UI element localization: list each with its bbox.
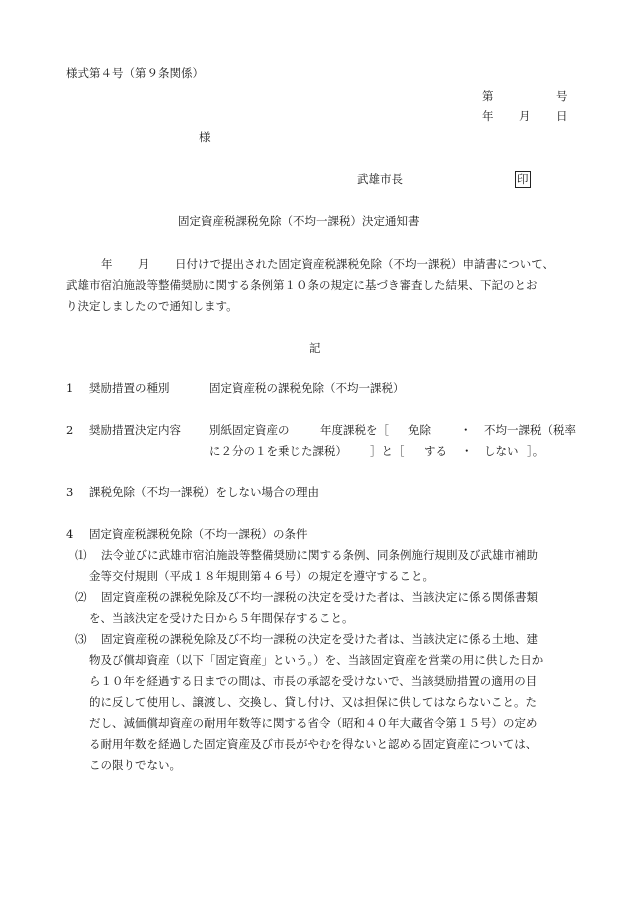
item2-line1-uneven: 不均一課税（税率 — [484, 423, 576, 437]
item1-number: 1 — [66, 381, 74, 395]
item2-line2-b: ］と［ — [370, 444, 405, 458]
issue-date-day: 日 — [556, 109, 568, 123]
item3-label: 課税免除（不均一課税）をしない場合の理由 — [89, 485, 319, 499]
item2-line1-dot: ・ — [460, 423, 472, 437]
item2-line2-do: する — [424, 444, 447, 458]
issuer-seal — [515, 171, 531, 188]
document-title: 固定資産税課税免除（不均一課税）決定通知書 — [178, 214, 420, 228]
intro-line1: 日付けで提出された固定資産税課税免除（不均一課税）申請書について、 — [175, 257, 555, 271]
item3-number: 3 — [66, 485, 74, 499]
item2-line2-a: に２分の１を乗じた課税） — [209, 444, 347, 458]
condition3-marker: ⑶ — [75, 632, 87, 646]
condition3-line3: ら１０年を経過する日までの間は、市長の承認を受けないで、当該奨励措置の適用の目 — [89, 674, 538, 688]
intro-line2: 武雄市宿泊施設等整備奨励に関する条例第１０条の規定に基づき審査した結果、下記のとお — [66, 278, 538, 292]
condition3-line4: 的に反して使用し、譲渡し、交換し、貸し付け、又は担保に供してはならないこと。た — [89, 695, 538, 709]
item1-value: 固定資産税の課税免除（不均一課税） — [209, 381, 405, 395]
item2-line2-close: ］。 — [527, 444, 545, 458]
item2-line2-dont: しない — [484, 444, 519, 458]
form-number: 様式第４号（第９条関係） — [66, 66, 204, 80]
item2-number: 2 — [66, 423, 74, 437]
issue-date-month: 月 — [519, 109, 531, 123]
issuer-title: 武雄市長 — [357, 172, 403, 186]
item2-line1-exempt: 免除 — [408, 423, 431, 437]
condition2-marker: ⑵ — [75, 590, 87, 604]
intro-year: 年 — [101, 257, 113, 271]
intro-month: 月 — [138, 257, 150, 271]
condition3-line5: だし、減価償却資産の耐用年数等に関する省令（昭和４０年大蔵省令第１５号）の定め — [89, 716, 538, 730]
item2-line1-a: 別紙固定資産の — [209, 423, 290, 437]
condition2-line1: 固定資産税の課税免除及び不均一課税の決定を受けた者は、当該決定に係る関係書類 — [101, 590, 538, 604]
condition1-marker: ⑴ — [75, 548, 87, 562]
intro-line3: り決定しましたので通知します。 — [66, 299, 238, 313]
ki-heading: 記 — [309, 341, 321, 355]
condition2-line2: を、当該決定を受けた日から５年間保存すること。 — [89, 611, 354, 625]
seal-mark: 印 — [517, 172, 529, 186]
item4-number: 4 — [66, 527, 74, 541]
condition3-line2: 物及び償却資産（以下「固定資産」という。）を、当該固定資産を営業の用に供した日か — [89, 653, 544, 667]
condition1-line2: 金等交付規則（平成１８年規則第４６号）の規定を遵守すること。 — [89, 569, 434, 583]
issue-number-suffix: 号 — [556, 89, 568, 103]
item4-label: 固定資産税課税免除（不均一課税）の条件 — [89, 527, 308, 541]
item1-label: 奨励措置の種別 — [89, 381, 170, 395]
condition3-line1: 固定資産税の課税免除及び不均一課税の決定を受けた者は、当該決定に係る土地、建 — [101, 632, 538, 646]
item2-line1-b: 年度課税を［ — [320, 423, 389, 437]
condition3-line7: この限りでない。 — [89, 758, 181, 772]
item2-label: 奨励措置決定内容 — [89, 423, 181, 437]
condition1-line1: 法令並びに武雄市宿泊施設等整備奨励に関する条例、同条例施行規則及び武雄市補助 — [101, 548, 538, 562]
issue-number-prefix: 第 — [482, 89, 494, 103]
issue-date-year: 年 — [482, 109, 494, 123]
item2-line2-dot: ・ — [461, 444, 473, 458]
addressee-suffix: 様 — [199, 130, 211, 144]
condition3-line6: る耐用年数を経過した固定資産及び市長がやむを得ないと認める固定資産については、 — [89, 737, 538, 751]
